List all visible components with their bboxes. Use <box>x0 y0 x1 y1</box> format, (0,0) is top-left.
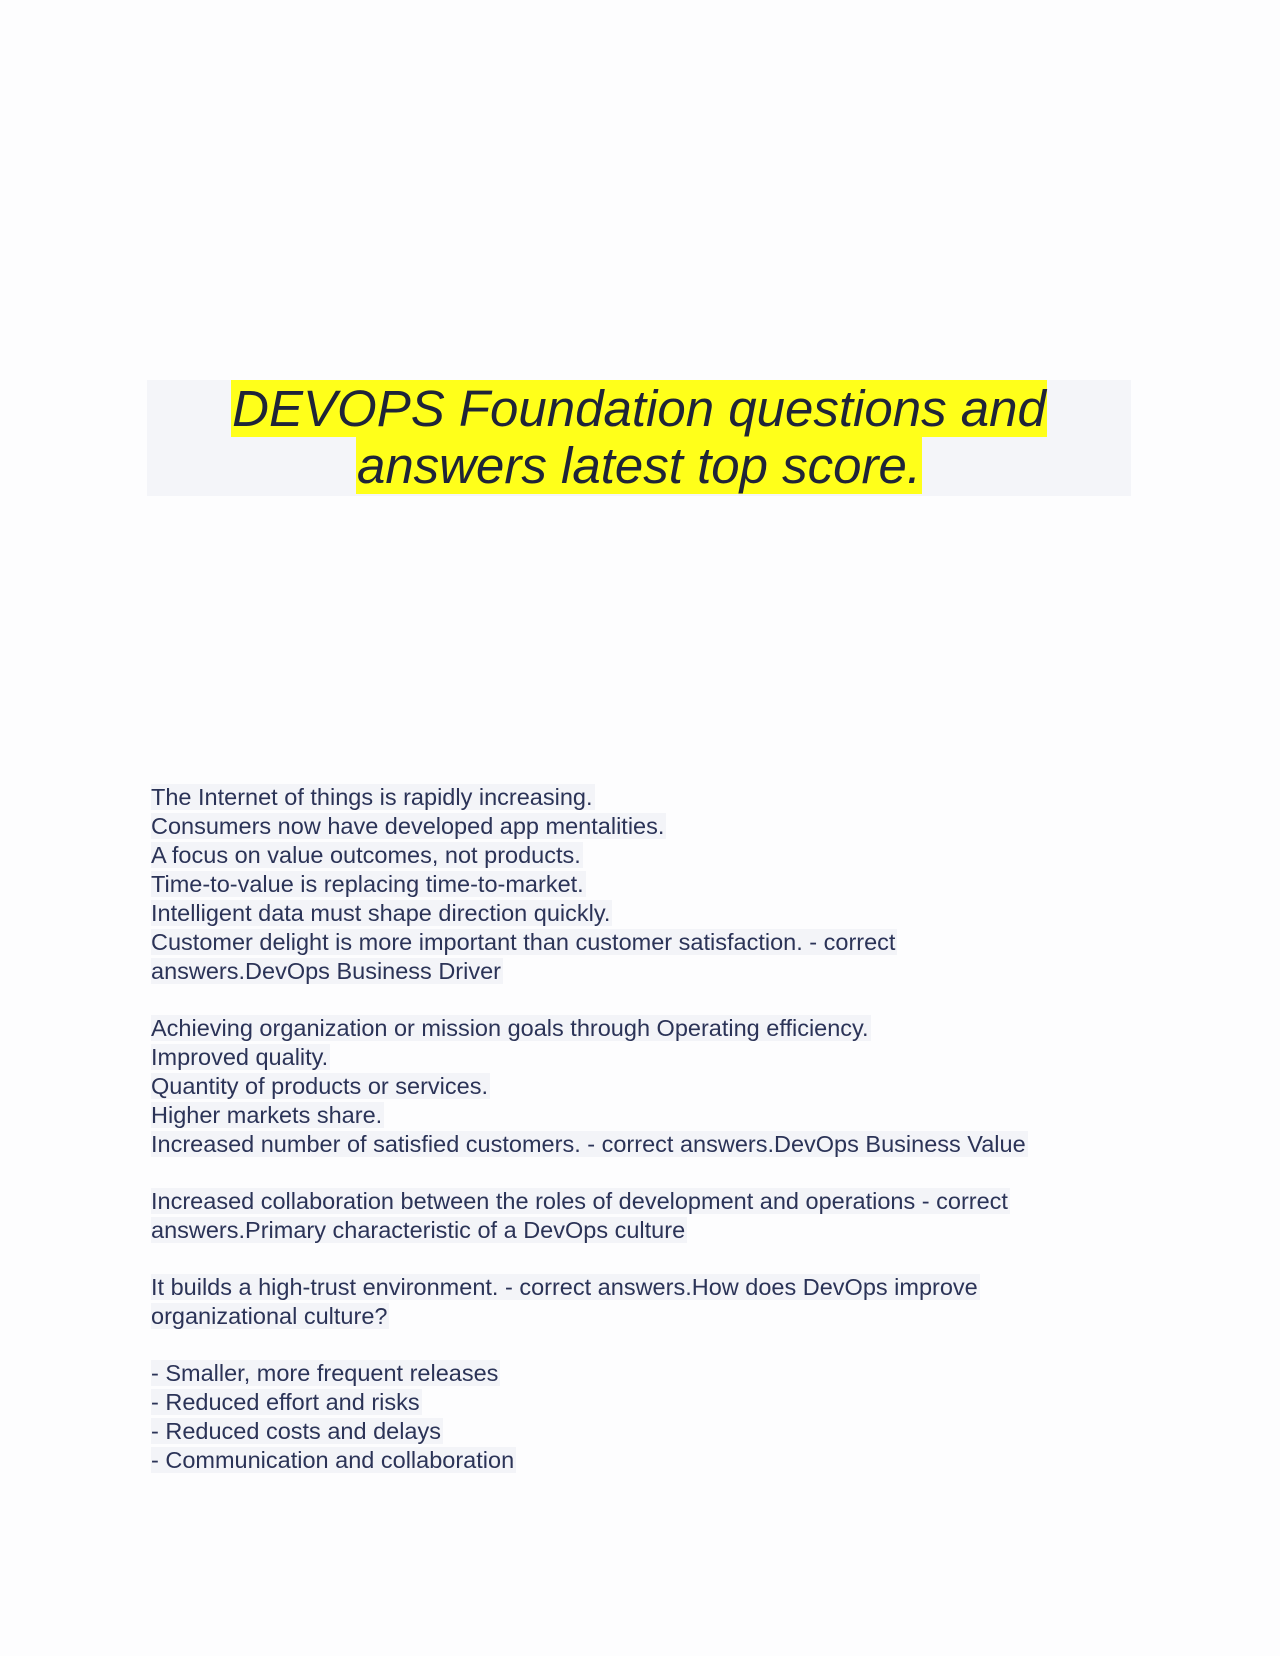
list-item: - Reduced effort and risks <box>151 1389 420 1415</box>
document-body <box>151 783 1131 1475</box>
paragraph-gap <box>151 1331 1131 1359</box>
title-line-1: DEVOPS Foundation questions and <box>232 380 1046 437</box>
list-item: - Communication and collaboration <box>151 1447 515 1473</box>
text-line: Quantity of products or services. <box>151 1073 488 1099</box>
qa-block-organizational-culture <box>151 1273 1131 1331</box>
paragraph-gap <box>151 1159 1131 1187</box>
text-line: Improved quality. <box>151 1044 329 1070</box>
text-line: It builds a high-trust environment. - correct answers.How does DevOps improve <box>151 1274 978 1300</box>
text-line: Time-to-value is replacing time-to-market. <box>151 871 584 897</box>
text-line: The Internet of things is rapidly increasing. <box>151 784 593 810</box>
paragraph-gap <box>151 1245 1131 1273</box>
text-line: Achieving organization or mission goals through Operating efficiency. <box>151 1015 869 1041</box>
text-line: Customer delight is more important than customer satisfaction. - correct <box>151 929 896 955</box>
text-line: Consumers now have developed app mentalities. <box>151 813 665 839</box>
text-line: answers.Primary characteristic of a DevOps culture <box>151 1217 686 1243</box>
qa-block-business-value <box>151 1014 1131 1159</box>
text-line: answers.DevOps Business Driver <box>151 958 501 984</box>
text-line: Higher markets share. <box>151 1102 383 1128</box>
title-line-2: answers latest top score. <box>356 437 922 494</box>
text-line: Increased collaboration between the roles of development and operations - correct <box>151 1188 1008 1214</box>
text-line: Intelligent data must shape direction quickly. <box>151 900 611 926</box>
text-line: organizational culture? <box>151 1303 388 1329</box>
qa-block-benefits-list <box>151 1359 1131 1475</box>
text-line: A focus on value outcomes, not products. <box>151 842 581 868</box>
document-title <box>147 380 1131 496</box>
qa-block-business-driver <box>151 783 1131 986</box>
text-line: Increased number of satisfied customers. - correct answers.DevOps Business Value <box>151 1131 1026 1157</box>
list-item: - Smaller, more frequent releases <box>151 1360 499 1386</box>
paragraph-gap <box>151 986 1131 1014</box>
qa-block-devops-culture <box>151 1187 1131 1245</box>
list-item: - Reduced costs and delays <box>151 1418 441 1444</box>
